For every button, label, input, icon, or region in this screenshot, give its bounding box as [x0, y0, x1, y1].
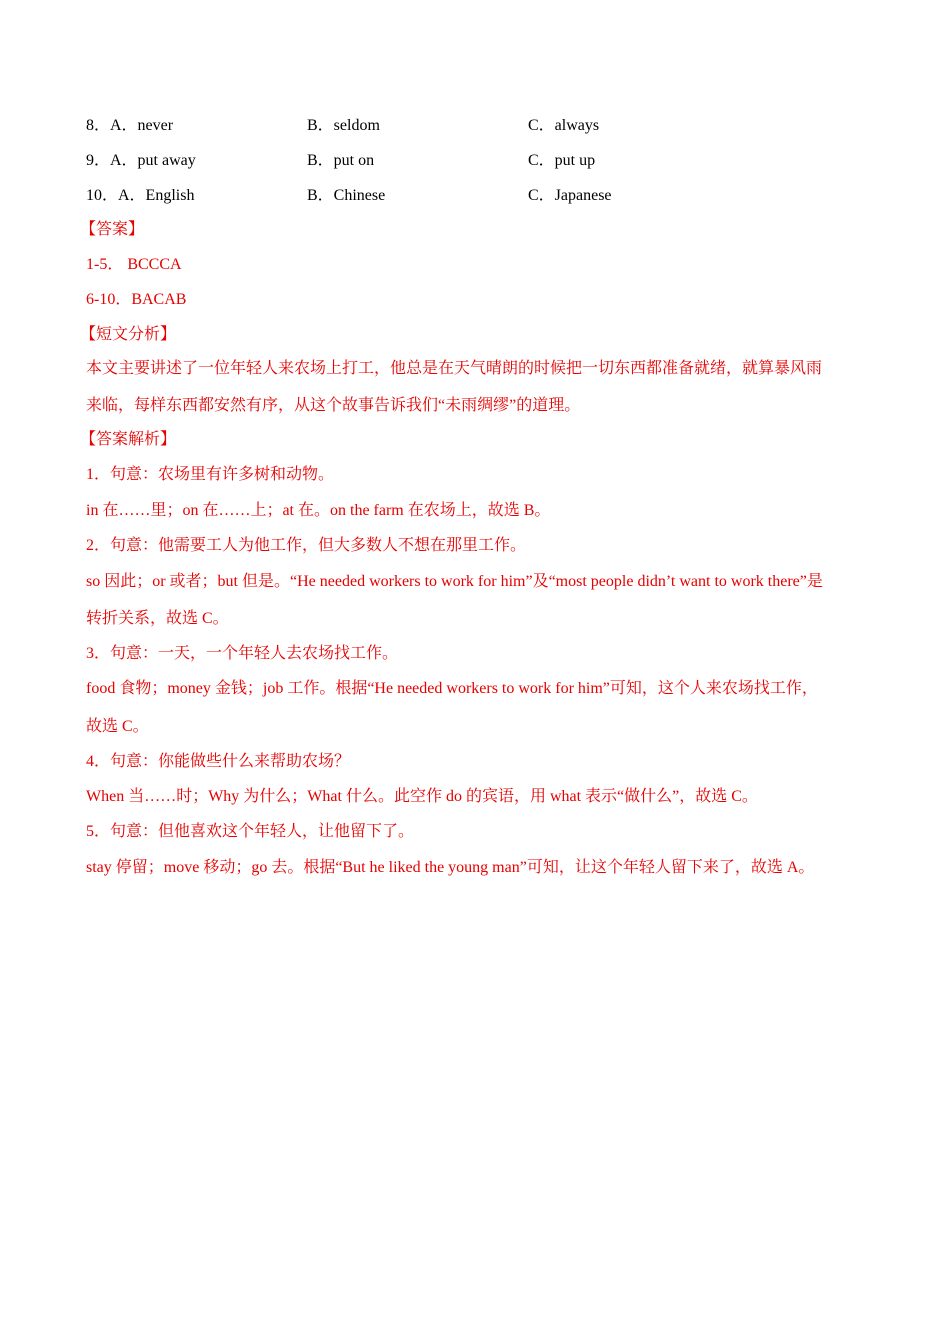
item-3-explain-2: 故选 C。 [86, 718, 149, 735]
item-2-meaning: 2．句意：他需要工人为他工作，但大多数人不想在那里工作。 [86, 537, 527, 554]
option-row-8 [86, 114, 866, 138]
summary-heading: 【短文分析】 [80, 326, 177, 343]
option-c: C．put up [528, 152, 596, 169]
option-b: B．Chinese [307, 187, 386, 204]
summary-line-1: 本文主要讲述了一位年轻人来农场上打工，他总是在天气晴朗的时候把一切东西都准备就绪，就算暴风雨 [86, 360, 823, 377]
answer-1-5: 1-5． BCCCA [86, 256, 182, 273]
item-5-meaning: 5．句意：但他喜欢这个年轻人，让他留下了。 [86, 823, 415, 840]
item-3-meaning: 3．句意：一天，一个年轻人去农场找工作。 [86, 645, 399, 662]
analysis-heading: 【答案解析】 [80, 431, 177, 448]
item-2-explain-1: so 因此；or 或者；but 但是。“He needed workers to work for him”及“most people didn’t want to work there”是 [86, 573, 823, 590]
option-c: C．always [528, 117, 600, 134]
item-1-explain: in 在……里；on 在……上；at 在。on the farm 在农场上，故选 B。 [86, 502, 551, 519]
summary-line-2: 来临，每样东西都安然有序，从这个故事告诉我们“未雨绸缪”的道理。 [86, 397, 581, 414]
answer-6-10: 6-10．BACAB [86, 291, 187, 308]
option-row-10 [86, 184, 866, 208]
option-c: C．Japanese [528, 187, 612, 204]
option-a: 8．A．never [86, 117, 174, 134]
item-5-explain: stay 停留；move 移动；go 去。根据“But he liked the young man”可知，让这个年轻人留下来了，故选 A。 [86, 859, 815, 876]
option-b: B．put on [307, 152, 375, 169]
option-b: B．seldom [307, 117, 380, 134]
item-1-meaning: 1．句意：农场里有许多树和动物。 [86, 466, 335, 483]
item-4-meaning: 4．句意：你能做些什么来帮助农场？ [86, 753, 351, 770]
option-row-9 [86, 149, 866, 173]
item-2-explain-2: 转折关系，故选 C。 [86, 610, 229, 627]
item-4-explain: When 当……时；Why 为什么；What 什么。此空作 do 的宾语，用 what 表示“做什么”，故选 C。 [86, 788, 758, 805]
answer-heading: 【答案】 [80, 221, 145, 238]
option-a: 10．A．English [86, 187, 195, 204]
option-a: 9．A．put away [86, 152, 196, 169]
item-3-explain-1: food 食物；money 金钱；job 工作。根据“He needed workers to work for him”可知，这个人来农场找工作， [86, 680, 818, 697]
